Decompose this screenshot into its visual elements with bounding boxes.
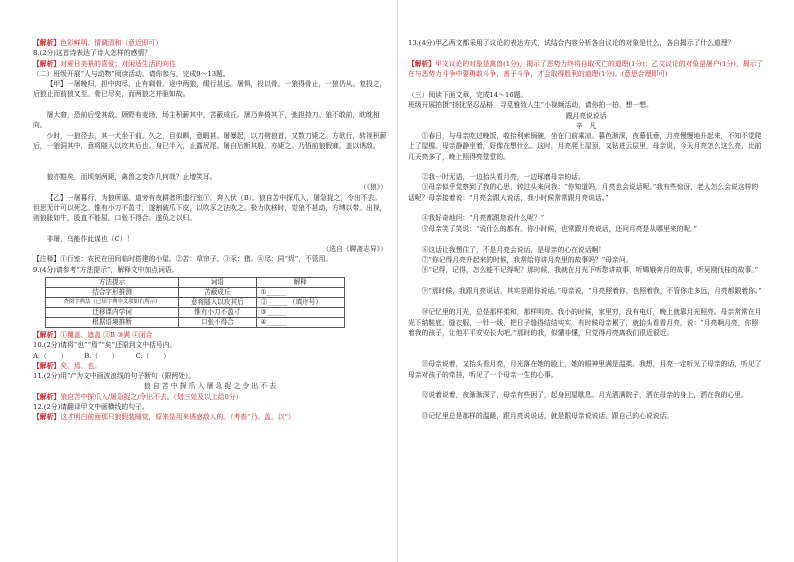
method-table [45,277,345,328]
table-header: 解释 [256,277,344,287]
jia-paragraph-2: 屠大窘，恐前后受其敌。顾野有麦场，场主积薪其中，苫蔽成丘。屠乃奔倚其下，弛担持刀。狼不敢前，眈眈相向。 [33,111,380,130]
answer-11: 【解析】狼自苫中探爪入/屠急捉之/令出不去。（划三处及以上给0分） [33,392,243,401]
right-page [397,0,794,562]
jia-paragraph-4: 狼亦黠矣，而顷刻两毙，禽兽之变诈几何哉？止增笑耳。 [46,173,217,182]
answer-10: 【解析】矣、焉、也。 [33,361,101,370]
table-row: 结合字形推测 苫蔽成丘 ①______ [46,287,345,297]
yi-paragraph-1: 【乙】一屠暮行，为狼所逼。道旁有夜耕者所遗行室①，奔入伏（B）。狼自苫中探爪入，屠急捉之，令出不去。但思无计可以死之。惟有小刀不盈寸，遂割破爪下皮，以吹豕之法吹之。极力吹移时，觉狼不甚动，方缚以带。出视，则狼胀如牛，股直不能屈，口张不得合。遂负之以归。 [33,193,387,223]
table-row: 迁移课内学词 惟有小刀不盈寸 ③______ [46,307,345,317]
story-paragraph: ⑩记忆里的月光，总是那样柔和，那样明亮。我小的时候，家里穷，没有电灯，晚上就靠月光照亮。母亲常常在月光下纳鞋底、缝衣服，一针一线，把日子缝得结结实实。有时候母亲累了，就抬头看看月亮，说：“月亮啊月亮，你照着我的孩子，让他平平安安长大吧。”那时的我，似懂非懂，只觉得月亮离我们很近很近。 [408,308,762,337]
story-paragraph: ④我好奇地问：“月亮都跟您说什么呢？” [421,214,545,223]
table-row: 查阅字典法（已知字典中义项如右所示） 意将隧入以攻其后 ②______ （填序号） [46,297,345,307]
jia-source: （《狼》） [359,183,387,192]
question-8: 8.(2分)这首诗表达了诗人怎样的感情？ [33,49,152,58]
section-3-intro: 班级开展拍摄“扬抚坚忍品格 寻觅雅致人生”小视频活动，请你拍一拍、想一想。 [408,101,653,110]
table-row: 根据语境推断 口张不得合 ④______ [46,317,345,327]
question-11: 11.(2分)用“/”为文中画波浪线的句子断句（限两处）。 [33,372,196,381]
story-paragraph: ⑪母亲说着，又抬头看月亮，月光落在她的脸上，她的眼神里满是温柔。我想，月亮一定听见了母亲的话，听见了母亲对孩子的牵挂，听见了一个母亲一生的心事。 [408,360,762,379]
section-2-heading: （二）班级开展“人与动物”阅读活动。请你参与，完成9～13题。 [33,69,230,78]
section-3-heading: （三）阅读下面文章，完成14～16题。 [408,91,528,99]
story-paragraph: ⑫说着说着，夜渐渐深了，母亲有些困了，起身回屋歇息。月光洒满院子，洒在母亲的身上，洒在我的心里。 [421,391,748,400]
yi-paragraph-2: 非屠，乌能作此谋也（C）！ [46,234,134,243]
story-paragraph: ⑬记忆里总是那样的温暖，跟月亮说说话，就是跟母亲说说话，跟自己的心说说话。 [421,412,674,421]
question-13: 13.(4分)甲乙两文都采用了议论的表达方式，试结合内容分析各自议论的对象是什么，各自揭示了什么道理？ [408,39,735,47]
yi-source: （选自《聊斋志异》） [322,245,387,254]
story-paragraph: ⑨“那时候，我跟月亮说话，其实是跟你说话。”母亲说，“月亮照着你，也照着我，不管你走多远，月亮都跟着你。” [421,287,762,296]
table-header: 方法提示 [46,277,179,287]
story-author: 辛 凡 [575,121,597,130]
question-9: 9.(4分)请参考“方法提示”，解释文中加点词语。 [33,265,179,274]
question-10-blanks: A.（ ） B.（ ） C.（ ） [33,351,170,360]
jia-paragraph-1: 【甲】一屠晚归，担中肉尽，止有剩骨。途中两狼，缀行甚远。屠惧，投以骨。一狼得骨止，一狼仍从。复投之，后狼止而前狼又至。骨已尽矣，而两狼之并驱如故。 [33,80,387,99]
answer-13: 【解析】甲文议论的对象是禽兽(1分)，揭示了恶势力终将自取灭亡的道理(1分)；乙文议论的对象是屠户(1分)，揭示了在与恶势力斗争中要勇敢斗争，善于斗争，才会取得胜利的道理(1分)。(意思合理即可) [408,60,764,79]
story-paragraph: ⑤母亲笑了笑说：“说什么的都有。你小时候，也常跟月亮说话，还问月亮是从哪里来的呢。” [421,224,698,233]
answer-8: 【解析】对夏日美景的喜爱；对闲适生活的向往 [33,59,176,68]
question-11-sentence: 狼 自 苫 中 探 爪 入 屠 急 捉 之 令 出 不 去 [143,382,277,391]
table-header: 词语 [179,277,256,287]
question-12: 12.(2分)请翻译甲文中画横线的句子。 [33,403,149,412]
annotation-note: 【注释】①行室：农民在田间临时搭建的小屋。②苫：草帘子。③豕：猪。④尽：同“烬”，不管用。 [33,255,333,264]
story-title: 跟月亮说说话 [565,111,607,120]
story-paragraph: ③母亲似乎觉察到了我的心思，转过头来问我：“你知道吗，月亮也会说话呢。”我有些惊讶，老人怎么会说这样的话呢？母亲接着说：“月亮会跟人说话，我小时候常常跟月亮说话。” [408,183,759,202]
story-body [408,131,764,432]
answer-9: 【解析】①覆盖、遮盖 ②B ③满 ④闭合 [33,330,153,339]
story-paragraph: ①春日，与母亲吃过晚饭，收拾利索锅碗，坐在门前乘凉。暮色渐深，夜幕低垂，月亮慢慢地升起来，不知不觉爬上了屋檐。母亲静静坐着，好像在想什么。这时，月亮爬上屋顶，又钻进云层里，母亲说，今天月亮怎么这么亮，比前几天亮多了，晚上照得亮堂堂的。 [408,132,762,161]
story-paragraph: ②我一时无语，一边抬头看月亮，一边琢磨母亲的话。 [421,173,585,182]
answer-12: 【解析】这才明白前面那只狼假装睡觉，原来是用来诱惑敌人的。（考查“乃、盖、以”） [33,413,295,422]
answer-line: 【解析】色彩鲜明、情调清和（意近即可） [33,39,163,47]
question-10: 10.(2分)请将“也”“焉”“矣”还原到文中括号内。 [33,341,177,350]
jia-paragraph-3: 少时，一狼径去，其一犬坐于前。久之，目似瞑，意暇甚。屠暴起，以刀劈狼首，又数刀毙之。方欲行，转视积薪后，一狼洞其中，意将隧入以攻其后也。身已半入，止露尻尾。屠自后断其股，亦毙之。乃悟前狼假寐，盖以诱敌。 [33,132,387,151]
story-paragraph: ⑦“你记得月亮升起来的时候，我常给你讲月亮里的故事吗？”母亲问。 [421,256,633,265]
story-paragraph: ⑧“记得，记得，怎么能不记得呢？那时候，我就在月光下听您讲故事，听嫦娥奔月的故事，听吴刚伐桂的故事。” [421,266,759,275]
story-paragraph: ⑥这话让我愣住了，不是月亮会说话，是母亲的心在说话啊！ [421,245,606,254]
